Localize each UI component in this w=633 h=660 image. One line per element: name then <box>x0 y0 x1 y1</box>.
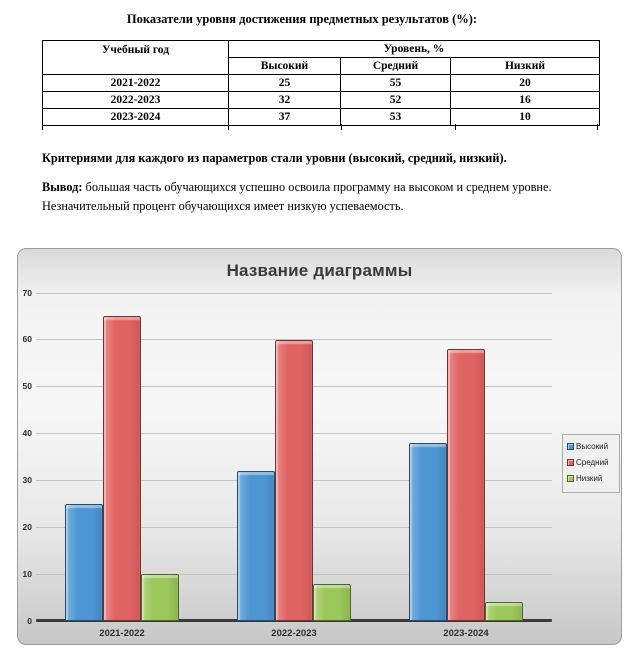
table-border-stub <box>597 124 598 130</box>
legend-label: Средний <box>576 458 609 467</box>
conclusion-label: Вывод: <box>42 180 83 194</box>
x-axis-category-label: 2023-2024 <box>443 628 489 639</box>
value-cell: 16 <box>451 92 600 109</box>
legend-swatch-icon <box>567 475 574 482</box>
table-border-stub <box>42 124 43 130</box>
bar-Средний-2022-2023 <box>275 340 313 621</box>
gridline <box>36 293 552 294</box>
bar-chart[interactable] <box>17 248 622 645</box>
year-cell: 2021-2022 <box>43 75 229 92</box>
table-row <box>43 109 600 126</box>
conclusion-line2: Незначительный процент обучающихся имеет низкую успеваемость. <box>42 199 404 213</box>
legend-item-Высокий <box>567 442 616 451</box>
value-cell: 25 <box>229 75 341 92</box>
results-table <box>42 40 600 126</box>
legend-label: Высокий <box>576 442 609 451</box>
chart-title: Название диаграммы <box>226 261 413 280</box>
legend-swatch-icon <box>567 459 574 466</box>
bar-Средний-2021-2022 <box>103 316 141 621</box>
year-column-header: Учебный год <box>43 41 229 75</box>
level-header-low: Низкий <box>451 58 600 75</box>
bar-Низкий-2021-2022 <box>141 574 179 621</box>
x-axis-category-label: 2021-2022 <box>99 628 145 639</box>
table-row <box>43 75 600 92</box>
y-axis-tick-label: 70 <box>22 287 32 298</box>
conclusion-paragraph <box>42 178 622 216</box>
level-group-header: Уровень, % <box>229 41 600 58</box>
bar-Высокий-2023-2024 <box>409 443 447 621</box>
y-axis-tick-label: 10 <box>22 568 32 579</box>
y-axis-tick-label: 0 <box>27 615 32 626</box>
year-cell: 2023-2024 <box>43 109 229 126</box>
bar-Высокий-2021-2022 <box>65 504 103 621</box>
legend-swatch-icon <box>567 443 574 450</box>
value-cell: 53 <box>341 109 451 126</box>
level-header-high: Высокий <box>229 58 341 75</box>
level-header-medium: Средний <box>341 58 451 75</box>
value-cell: 52 <box>341 92 451 109</box>
criteria-paragraph: Критериями для каждого из параметров стали уровни (высокий, средний, низкий). <box>42 151 507 165</box>
x-axis-category-label: 2022-2023 <box>271 628 317 639</box>
y-axis-tick-label: 40 <box>22 428 32 439</box>
value-cell: 32 <box>229 92 341 109</box>
bar-Низкий-2022-2023 <box>313 584 351 621</box>
chart-legend <box>562 434 620 493</box>
value-cell: 37 <box>229 109 341 126</box>
value-cell: 10 <box>451 109 600 126</box>
legend-label: Низкий <box>576 474 603 483</box>
y-axis-tick-label: 20 <box>22 521 32 532</box>
bar-Низкий-2023-2024 <box>485 602 523 621</box>
document-title: Показатели уровня достижения предметных результатов (%): <box>126 12 478 26</box>
legend-item-Низкий <box>567 474 616 483</box>
bar-Средний-2023-2024 <box>447 349 485 621</box>
bar-Высокий-2022-2023 <box>237 471 275 621</box>
table-border-stub <box>228 124 229 130</box>
conclusion-line1: большая часть обучающихся успешно освоила программу на высоком и среднем уровне. <box>82 180 552 194</box>
table-header-row-1 <box>43 41 600 58</box>
year-cell: 2022-2023 <box>43 92 229 109</box>
table-border-stub <box>341 124 342 130</box>
y-axis-tick-label: 50 <box>22 381 32 392</box>
value-cell: 55 <box>341 75 451 92</box>
value-cell: 20 <box>451 75 600 92</box>
table-row <box>43 92 600 109</box>
y-axis-tick-label: 30 <box>22 474 32 485</box>
y-axis-tick-label: 60 <box>22 334 32 345</box>
table-border-stub <box>455 124 456 130</box>
legend-item-Средний <box>567 458 616 467</box>
